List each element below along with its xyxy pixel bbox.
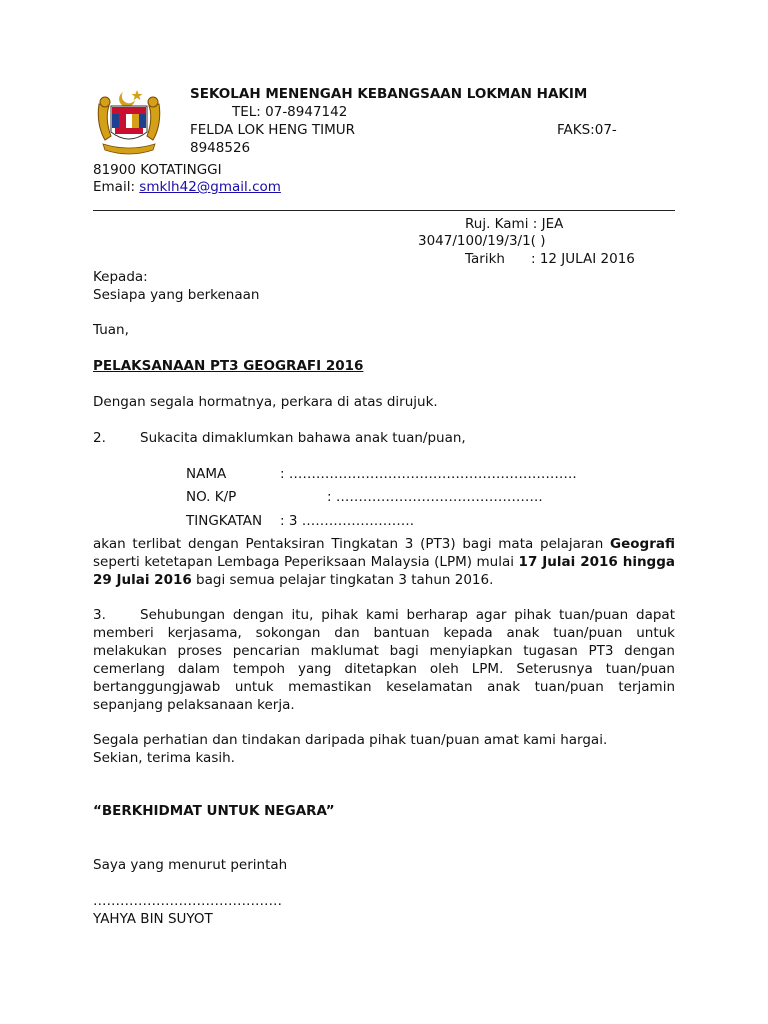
field-kp-label: NO. K/P: [186, 489, 237, 505]
email-label: Email:: [93, 179, 140, 195]
paragraph-4-text: Sehubungan dengan itu, pihak kami berharap agar pihak tuan/puan dapat memberi kerjasama, sokongan dan bantuan kepada anak tuan/puan untuk melakukan proses pencarian maklumat bagi menyiapkan tugasan PT3 dengan cemerlang dalam tempoh yang ditetapkan oleh LPM. Seterusnya tuan/puan bertanggungjawab untuk memastikan keselamatan anak tuan/puan terjamin sepanjang pelaksanaan kerja.: [93, 607, 675, 713]
p3-text-c: seperti ketetapan Lembaga Peperiksaan Malaysia (LPM) mulai: [93, 554, 519, 570]
closing-line: Saya yang menurut perintah: [93, 857, 288, 873]
school-name: SEKOLAH MENENGAH KEBANGSAAN LOKMAN HAKIM: [190, 86, 588, 102]
field-nama-label: NAMA: [186, 466, 227, 482]
reference-number: 3047/100/19/3/1( ): [418, 233, 546, 249]
paragraph-4-number: 3.: [93, 607, 106, 623]
coat-of-arms-logo: [93, 86, 165, 158]
p3-subject-bold: Geografi: [610, 536, 675, 552]
field-kp-value: : ……………………………………….: [327, 489, 543, 505]
date-value: : 12 JULAI 2016: [531, 251, 635, 267]
paragraph-1: Dengan segala hormatnya, perkara di atas dirujuk.: [93, 394, 438, 410]
p3-dates-bold: 17 Julai 2016 hingga 29 Julai 2016: [93, 554, 675, 588]
reference-ruj: Ruj. Kami : JEA: [465, 216, 564, 232]
fax-label: FAKS:07-: [557, 122, 617, 138]
paragraph-2: Sukacita dimaklumkan bahawa anak tuan/puan,: [140, 430, 466, 446]
paragraph-2-number: 2.: [93, 430, 106, 446]
motto: “BERKHIDMAT UNTUK NEGARA”: [93, 803, 335, 819]
fax-continued: 8948526: [190, 140, 251, 156]
address-line-2: 81900 KOTATINGGI: [93, 162, 222, 178]
letterhead-divider: [93, 210, 675, 211]
signature-dots: ……………………………………: [93, 893, 282, 909]
kepada-label: Kepada:: [93, 269, 148, 285]
paragraph-5: Segala perhatian dan tindakan daripada pihak tuan/puan amat kami hargai.: [93, 732, 608, 748]
paragraph-4: [93, 606, 675, 714]
paragraph-6: Sekian, terima kasih.: [93, 750, 235, 766]
p3-text-e: bagi semua pelajar tingkatan 3 tahun 2016.: [191, 572, 494, 588]
date-label: Tarikh: [465, 251, 505, 267]
subject-heading: PELAKSANAAN PT3 GEOGRAFI 2016: [93, 358, 364, 374]
p3-text-a: akan terlibat dengan Pentaksiran Tingkatan 3 (PT3) bagi mata pelajaran: [93, 536, 611, 552]
email-link[interactable]: smklh42@gmail.com: [139, 179, 281, 195]
recipient: Sesiapa yang berkenaan: [93, 287, 260, 303]
email-line: [93, 179, 281, 195]
telephone: TEL: 07-8947142: [232, 104, 348, 120]
paragraph-3: [93, 535, 675, 589]
field-tingkatan-value: : 3 …………………….: [280, 513, 415, 529]
field-tingkatan-label: TINGKATAN: [186, 513, 263, 529]
field-nama-value: : ……………………………………………………….: [280, 466, 577, 482]
address-line-1: FELDA LOK HENG TIMUR: [190, 122, 355, 138]
salutation: Tuan,: [93, 322, 129, 338]
signatory-name: YAHYA BIN SUYOT: [93, 911, 213, 927]
